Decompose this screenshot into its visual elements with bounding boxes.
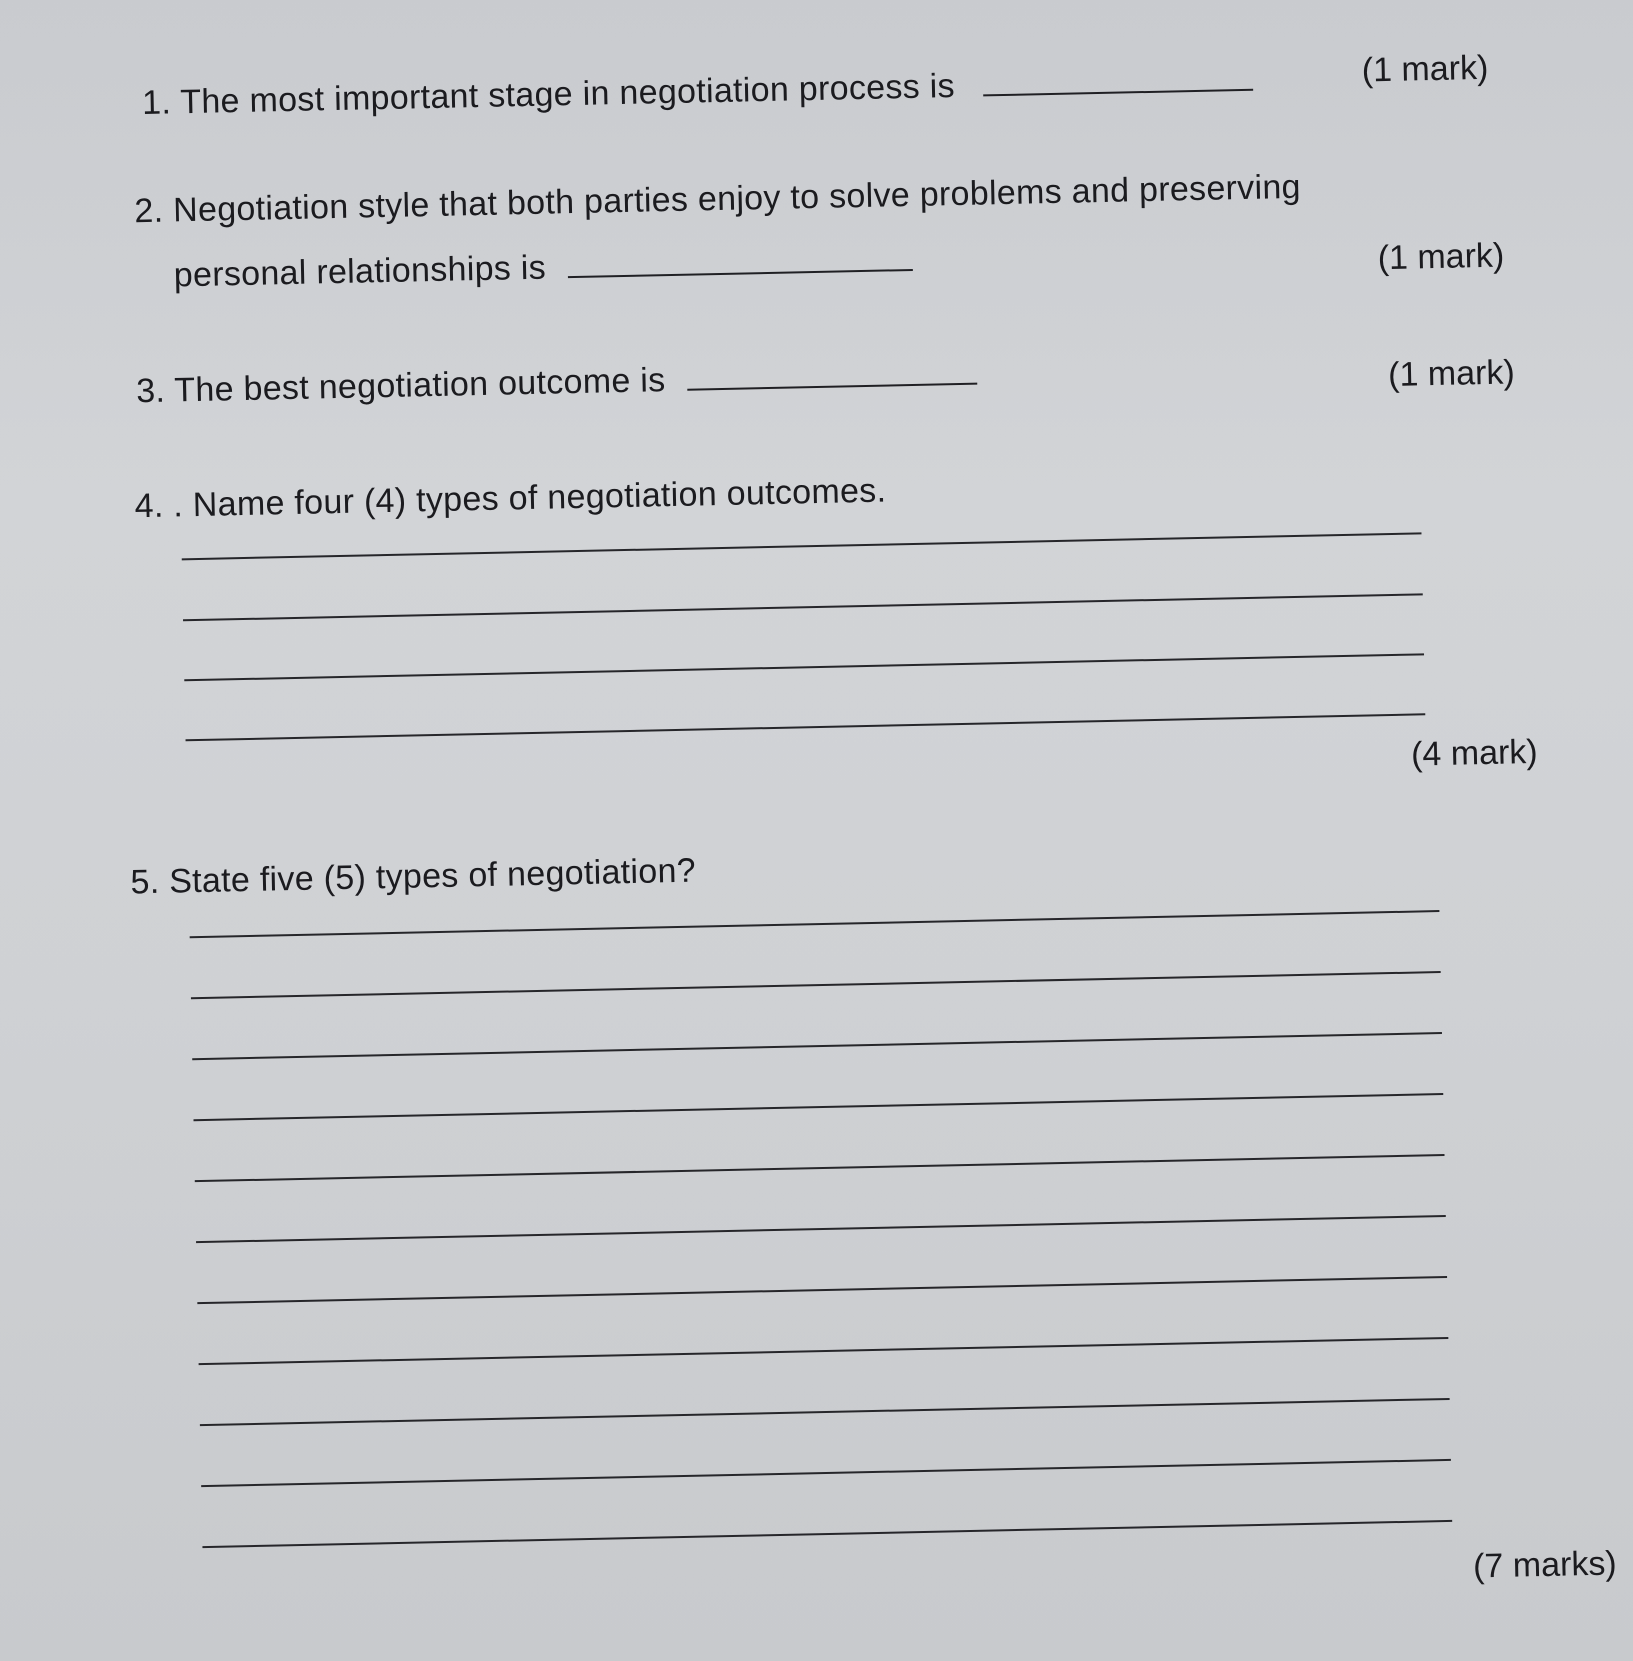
question-1-number: 1.: [141, 83, 172, 123]
question-3-text: The best negotiation outcome is: [173, 361, 666, 410]
answer-line[interactable]: [183, 593, 1423, 621]
question-1: [142, 59, 1253, 123]
question-2-text-line2: personal relationships is: [173, 248, 547, 295]
answer-line[interactable]: [199, 1337, 1449, 1365]
answer-line[interactable]: [186, 713, 1426, 741]
question-4-text: Name four (4) types of negotiation outcomes.: [192, 471, 887, 525]
question-2-number: 2.: [134, 191, 164, 231]
question-5-marks: (7 marks): [1472, 1544, 1618, 1586]
question-4: [134, 472, 886, 527]
question-2-marks: (1 mark): [1377, 236, 1505, 278]
answer-line[interactable]: [192, 1032, 1442, 1060]
answer-line[interactable]: [190, 910, 1440, 938]
question-5-text: State five (5) types of negotiation?: [168, 851, 697, 901]
question-1-answer-blank[interactable]: [982, 59, 1253, 97]
question-3-number: 3.: [135, 371, 166, 411]
answer-line[interactable]: [193, 1093, 1443, 1121]
question-3-marks: (1 mark): [1387, 353, 1516, 395]
answer-line[interactable]: [200, 1398, 1450, 1426]
answer-line[interactable]: [191, 971, 1441, 999]
answer-line[interactable]: [195, 1154, 1445, 1182]
answer-line[interactable]: [184, 653, 1424, 681]
question-4-number: 4. .: [134, 486, 184, 526]
answer-line[interactable]: [202, 1520, 1452, 1548]
question-5-number: 5.: [130, 862, 160, 902]
question-2: [134, 168, 1301, 231]
answer-line[interactable]: [197, 1276, 1447, 1304]
question-5: [130, 852, 696, 903]
answer-line[interactable]: [201, 1459, 1451, 1487]
question-3: [136, 353, 978, 412]
answer-line[interactable]: [196, 1215, 1446, 1243]
question-2-continued: [173, 239, 913, 295]
question-1-text: The most important stage in negotiation process is: [179, 67, 956, 122]
question-3-answer-blank[interactable]: [687, 353, 978, 391]
question-2-answer-blank[interactable]: [567, 239, 913, 278]
question-4-marks: (4 mark): [1410, 732, 1539, 774]
answer-line[interactable]: [182, 532, 1422, 560]
question-1-marks: (1 mark): [1361, 48, 1489, 90]
question-2-text-line1: Negotiation style that both parties enjoy to solve problems and preserving: [172, 167, 1302, 230]
